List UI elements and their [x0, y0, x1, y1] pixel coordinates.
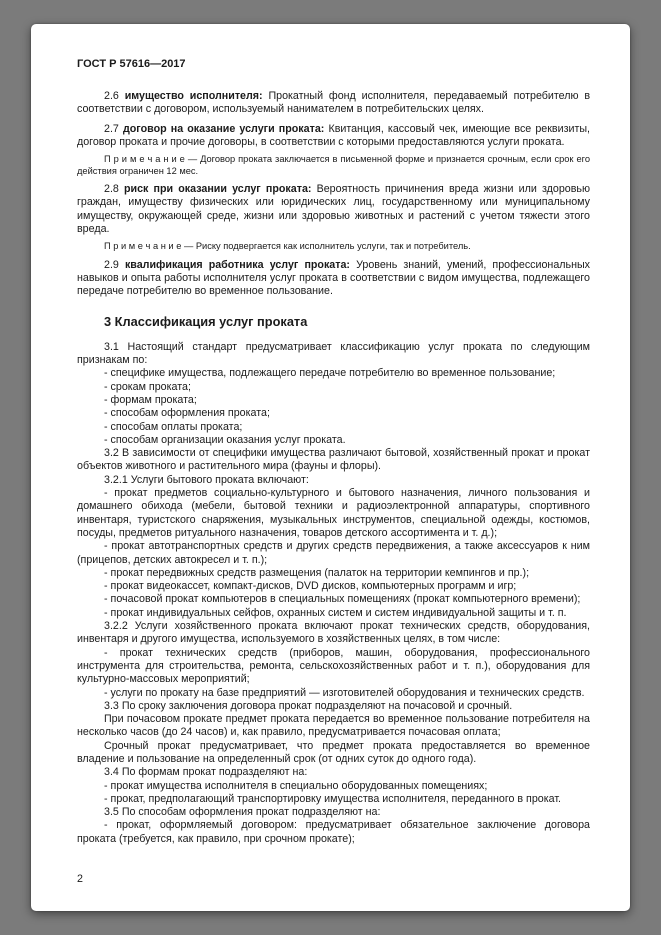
list-item: - прокат технических средств (приборов, машин, оборудования, профессионального инструмента для строительства, ремонта, сельскохозяйственных работ и т. п.), оборудования для культурно-массовых мероприятий; — [77, 646, 590, 686]
body-paragraph: 3.2.2 Услуги хозяйственного проката включают прокат технических средств, оборудования, инвентаря и другого имущества, используемого в хозяйственных целях, в том числе: — [77, 620, 590, 646]
definition-paragraph: 2.8 риск при оказании услуг проката: Вероятность причинения вреда жизни или здоровью граждан, имуществу физических или юридических лиц, государственному или муниципальному имуществу, окружающей среде, жизни или здоровью животных и растений с учетом тяжести этого вреда. — [77, 183, 590, 235]
list-item: - прокат индивидуальных сейфов, охранных систем и систем индивидуальной защиты и т. п. — [104, 606, 567, 619]
list-item: - прокат имущества исполнителя в специально оборудованных помещениях; — [104, 779, 488, 792]
document-header: ГОСТ Р 57616—2017 — [77, 58, 186, 70]
list-item: - прокат предметов социально-культурного и бытового назначения, личного пользования и домашнего обихода (мебели, бытовой техники и радиоэлектронной аппаратуры, спортивного инвентаря, туристского снаряжения, музыкальных инструментов, специальной одежды, костюмов, посуды, предметов ритуального назначения, товаров детского ассортимента и т. д.); — [77, 487, 590, 539]
body-paragraph: 3.2.1 Услуги бытового проката включают: — [104, 473, 309, 486]
list-item: - способам организации оказания услуг проката. — [104, 433, 346, 446]
note-paragraph: П р и м е ч а н и е — Договор проката заключается в письменной форме и признается срочным, если срок его действия ограничен 12 мес. — [77, 154, 590, 176]
list-item: - прокат, предполагающий транспортировку имущества исполнителя, переданного в прокат. — [104, 792, 562, 805]
section-heading: 3 Классификация услуг проката — [104, 314, 308, 330]
document-page — [31, 24, 630, 911]
document-body — [77, 90, 590, 846]
list-item: - прокат, оформляемый договором: предусматривает обязательное заключение договора проката (требуется, как правило, при срочном прокате); — [77, 819, 590, 845]
body-paragraph: 3.3 По сроку заключения договора прокат подразделяют на почасовой и срочный. — [104, 699, 513, 712]
list-item: - прокат автотранспортных средств и других средств передвижения, а также аксессуаров к ним (прицепов, детских автокресел и т. п.); — [77, 540, 590, 566]
body-paragraph: Срочный прокат предусматривает, что предмет проката предоставляется во временное владение и пользование на определенный срок (от одних суток до одного года). — [77, 739, 590, 765]
definition-term: риск при оказании услуг проката: — [124, 183, 312, 195]
definition-term: договор на оказание услуги проката: — [122, 122, 325, 135]
body-paragraph: При почасовом прокате предмет проката передается во временное пользование потребителя на несколько часов (до 24 часов) и, как правило, предусматривается почасовая оплата; — [77, 713, 590, 739]
page-number: 2 — [77, 873, 83, 885]
list-item: - прокат видеокассет, компакт-дисков, DVD дисков, компьютерных программ и игр; — [104, 580, 517, 593]
body-paragraph: 3.4 По формам прокат подразделяют на: — [104, 766, 308, 779]
definition-paragraph: 2.9 квалификация работника услуг проката: Уровень знаний, умений, профессиональных навыков и опыта работы исполнителя услуг проката в соответствии с видом имущества, подлежащего передаче потребителю во временное пользование. — [77, 258, 590, 298]
definition-term: квалификация работника услуг проката: — [124, 258, 350, 271]
body-paragraph: 3.5 По способам оформления прокат подразделяют на: — [104, 806, 381, 819]
list-item: - почасовой прокат компьютеров в специальных помещениях (прокат компьютерного времени); — [104, 593, 581, 606]
list-item: - способам оформления проката; — [104, 407, 270, 420]
body-paragraph: 3.2 В зависимости от специфики имущества различают бытовой, хозяйственный прокат и прокат объектов животного и растительного мира (фауны и флоры). — [77, 447, 590, 473]
list-item: - услуги по прокату на базе предприятий — изготовителей оборудования и технических средств. — [104, 686, 585, 699]
list-item: - прокат передвижных средств размещения (палаток на территории кемпингов и пр.); — [104, 566, 530, 579]
definition-paragraph: 2.6 имущество исполнителя: Прокатный фонд исполнителя, передаваемый потребителю в соответствии с договором, используемый нанимателем в потребительских целях. — [77, 90, 590, 116]
list-item: - срокам проката; — [104, 380, 191, 393]
definition-term: имущество исполнителя: — [124, 90, 263, 102]
list-item: - специфике имущества, подлежащего передаче потребителю во временное пользование; — [104, 367, 556, 380]
body-paragraph: 3.1 Настоящий стандарт предусматривает классификацию услуг проката по следующим признакам по: — [77, 340, 590, 367]
list-item: - способам оплаты проката; — [104, 420, 243, 433]
note-paragraph: П р и м е ч а н и е — Риску подвергается как исполнитель услуги, так и потребитель. — [104, 241, 471, 252]
definition-paragraph: 2.7 договор на оказание услуги проката: Квитанция, кассовый чек, имеющие все реквизиты, договор проката и прочие договоры, в соответствии с которыми предоставляются услуги проката. — [77, 122, 590, 148]
list-item: - формам проката; — [104, 393, 197, 406]
